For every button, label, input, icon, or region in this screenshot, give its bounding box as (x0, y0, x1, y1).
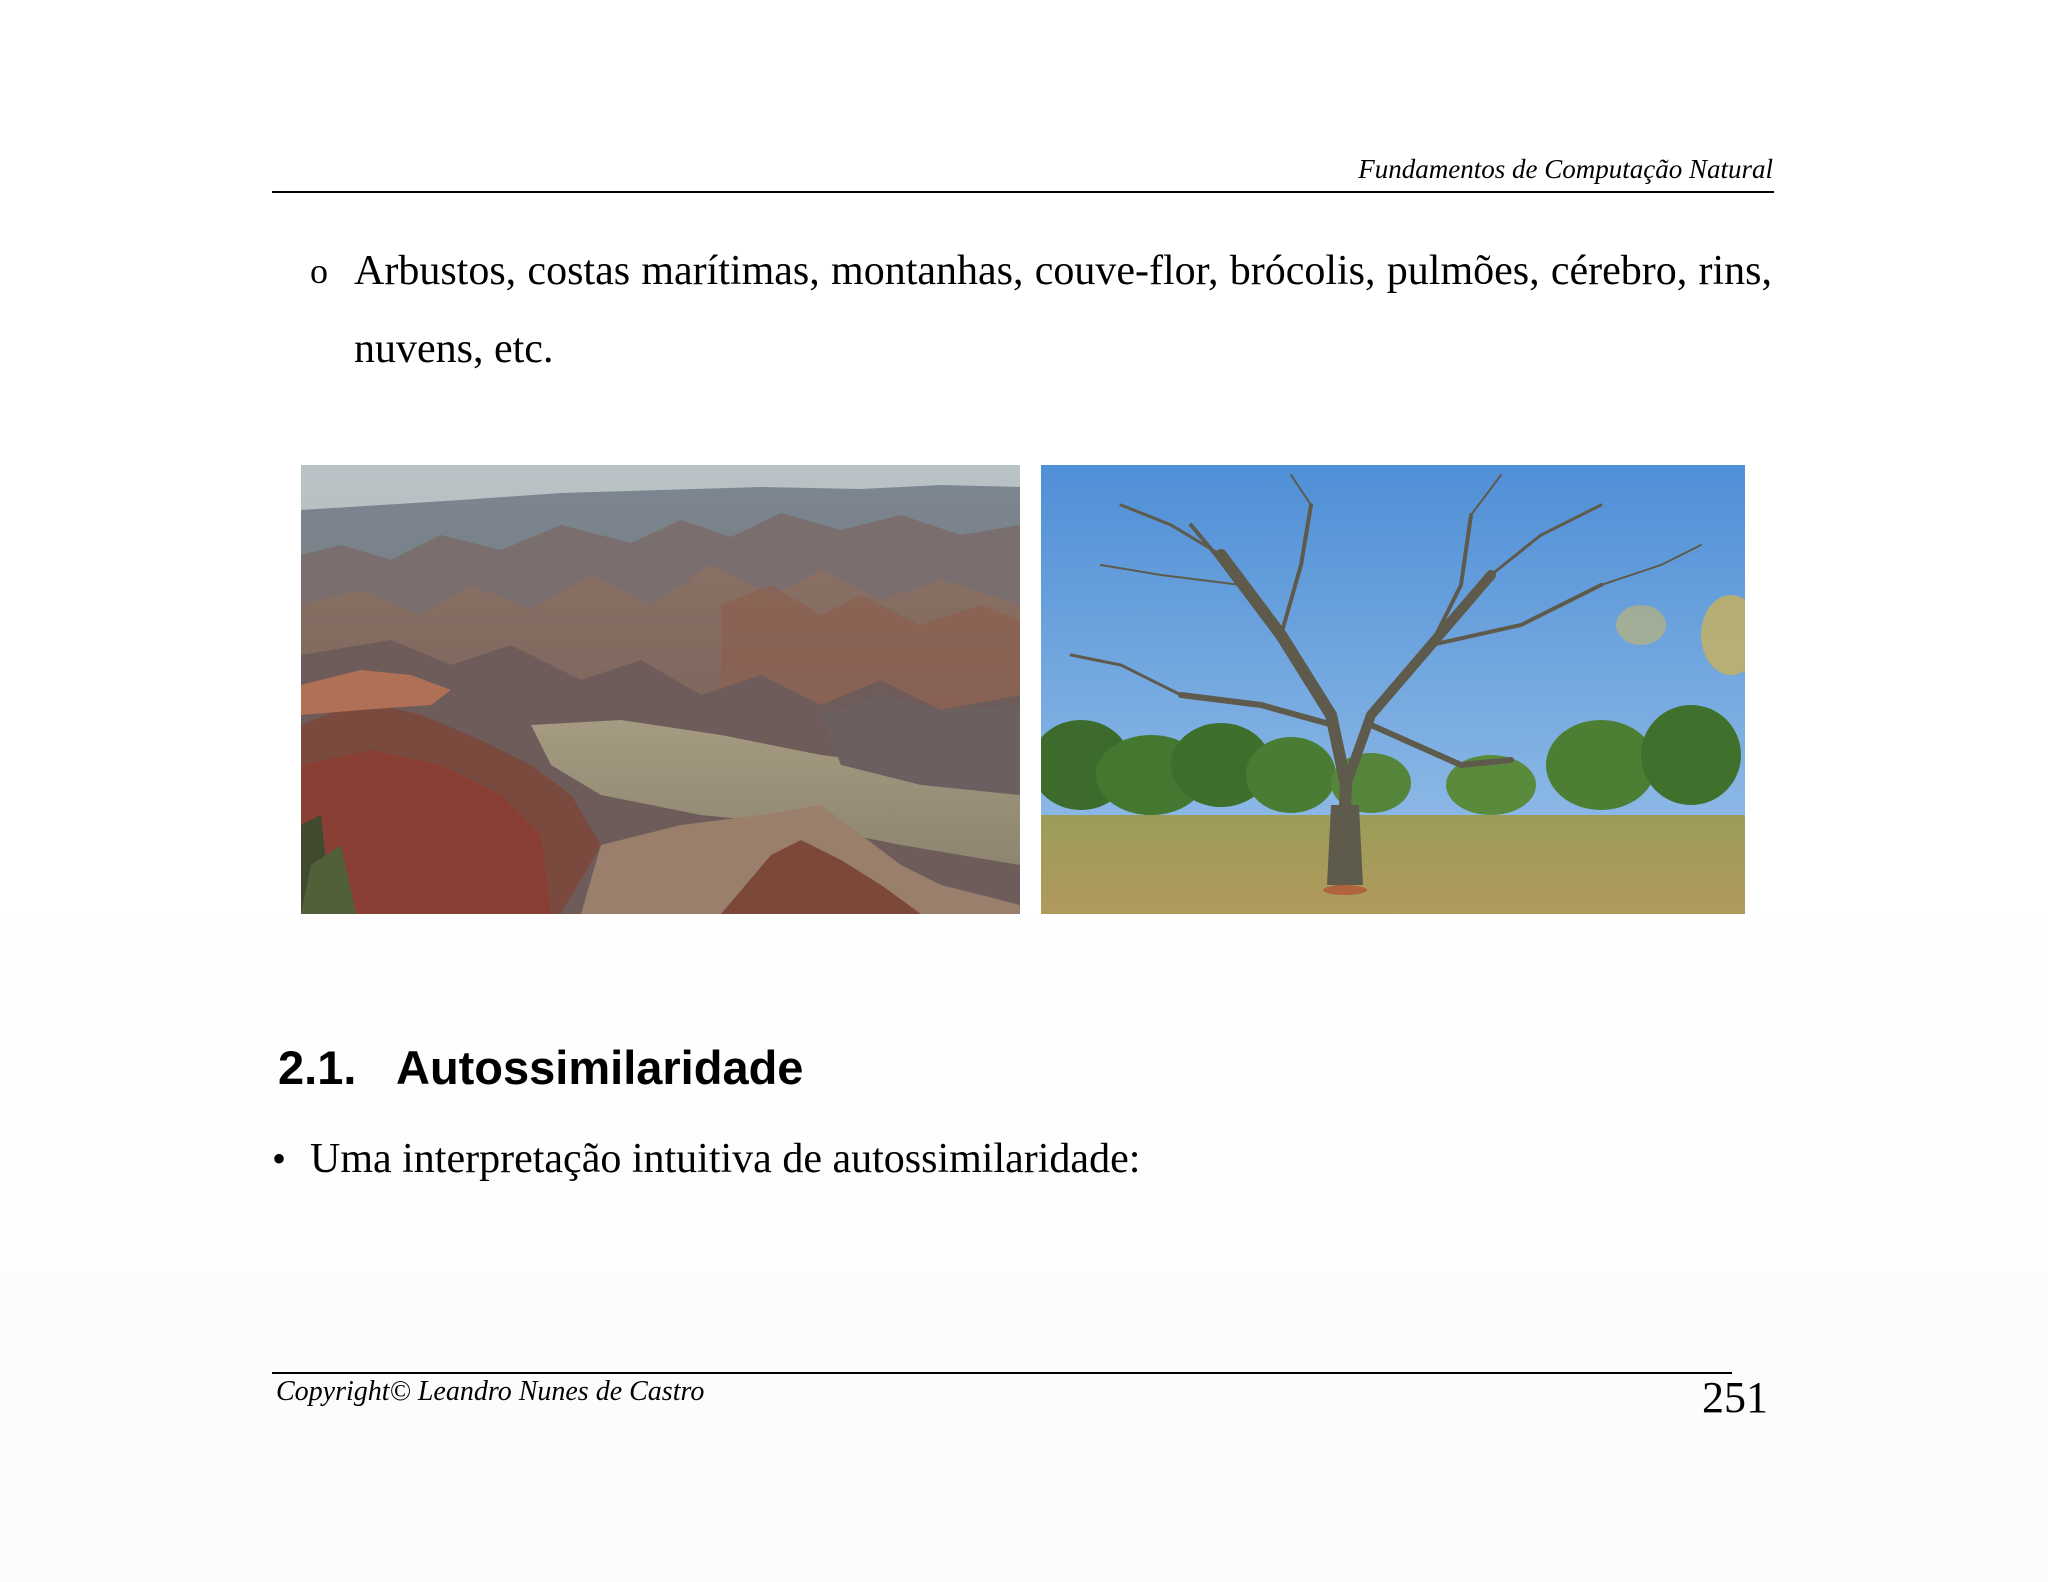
body-bullet-item (272, 1135, 1140, 1183)
tree-photo (1041, 465, 1745, 914)
section-number: 2.1. (278, 1041, 357, 1094)
footer-rule (272, 1372, 1732, 1374)
footer-copyright: Copyright© Leandro Nunes de Castro (276, 1376, 705, 1407)
header-rule (272, 191, 1774, 193)
bullet-marker: o (310, 251, 328, 291)
page-number: 251 (1702, 1373, 1768, 1422)
canyon-photo (301, 465, 1020, 914)
running-header: Fundamentos de Computação Natural (1358, 154, 1773, 184)
bullet-dot: • (272, 1136, 287, 1181)
bullet-item-text: Arbustos, costas marítimas, montanhas, couve-flor, brócolis, pulmões, cérebro, rins, nuvens, etc. (354, 248, 1772, 372)
section-title: Autossimilaridade (396, 1041, 804, 1094)
bullet-list-item (310, 232, 1772, 388)
section-heading (278, 1040, 803, 1095)
body-bullet-text: Uma interpretação intuitiva de autossimilaridade: (310, 1136, 1141, 1182)
